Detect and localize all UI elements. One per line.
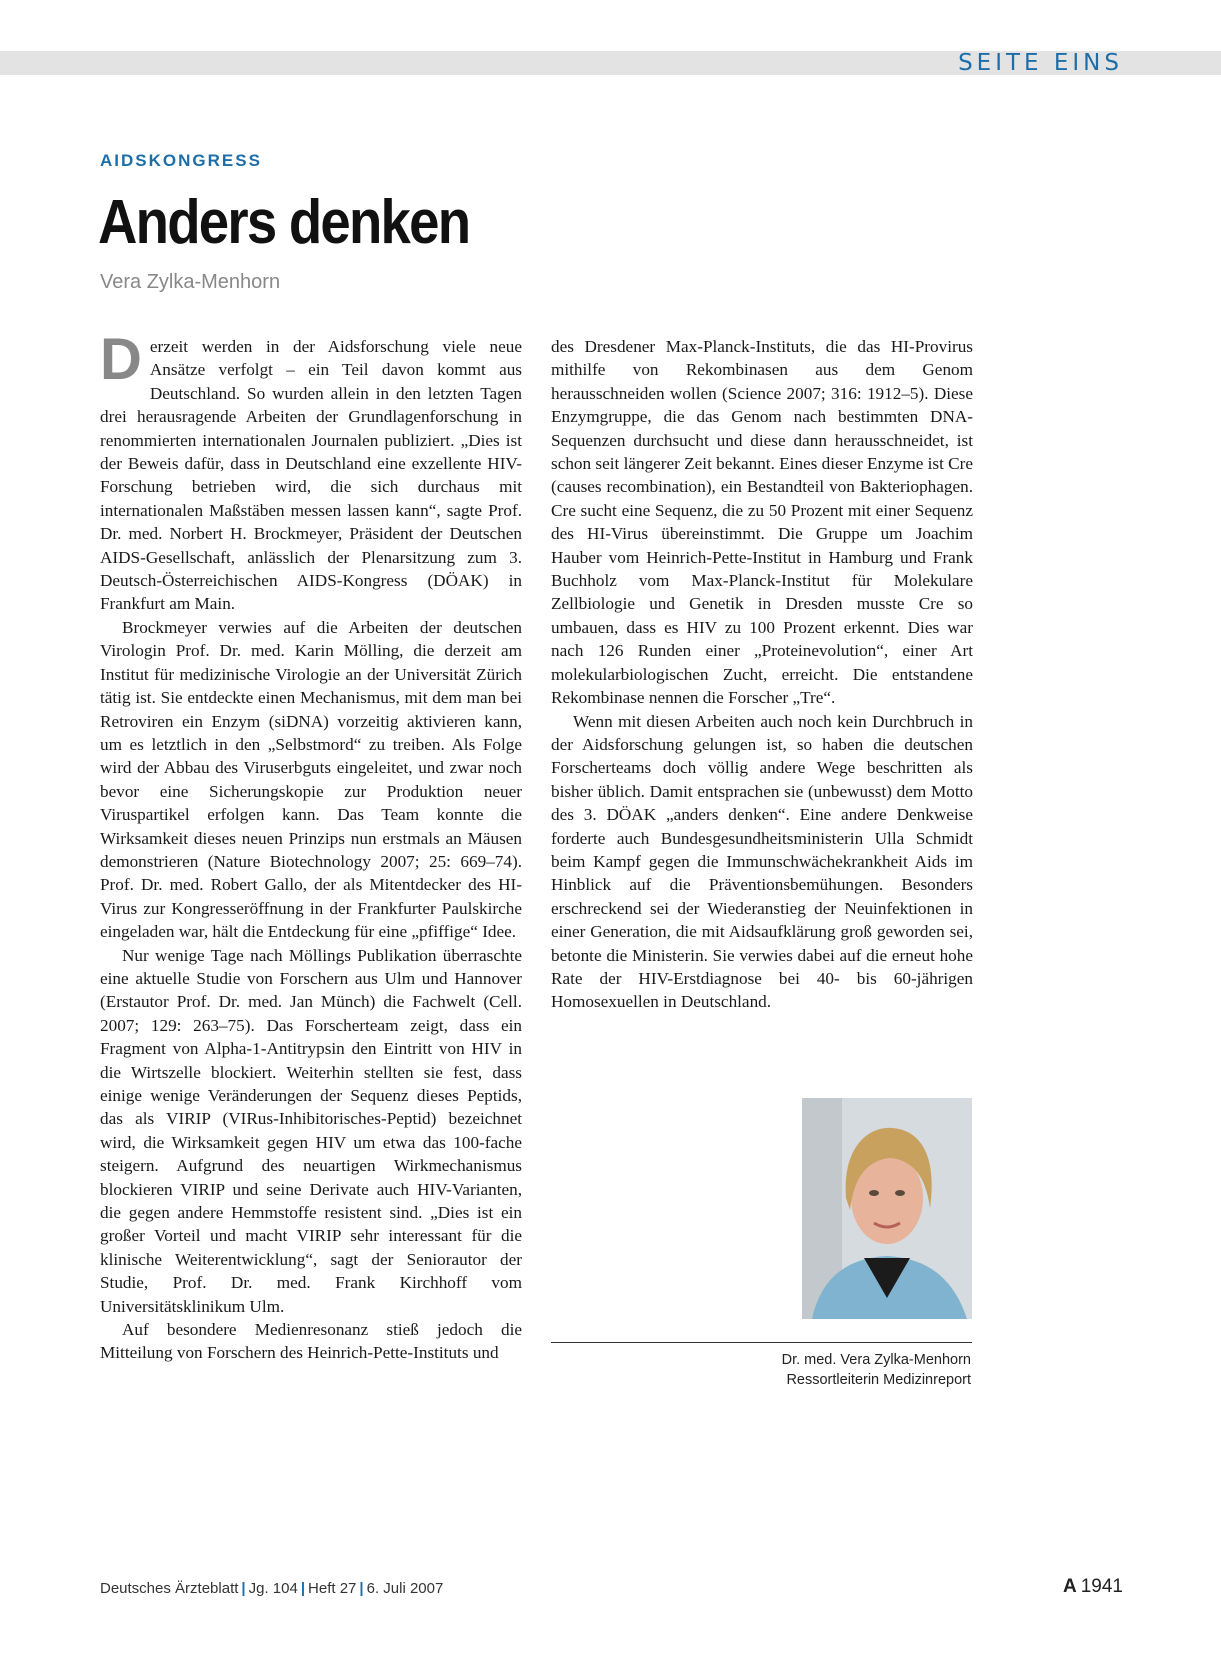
caption-role: Ressortleiterin Medizinreport: [786, 1372, 971, 1388]
caption-divider: [551, 1342, 972, 1343]
paragraph: des Dresdener Max-Planck-Instituts, die das HI-Provirus mithilfe von Rekombinasen aus dem Genom herausschneiden wollen (Science 2007; 316: 1912–5). Diese Enzymgruppe, die das Genom nach bestimmten DNA-Sequenzen durchsucht und diese dann herausschneidet, ist schon seit längerer Zeit bekannt. Eines dieser Enzyme ist Cre (causes recombination), ein Bestandteil von Bakteriophagen. Cre sucht eine Sequenz, die zu 50 Prozent mit einer Sequenz des HI-Virus übereinstimmt. Die Gruppe um Joachim Hauber vom Heinrich-Pette-Institut in Hamburg und Frank Buchholz vom Max-Planck-Institut für Molekulare Zellbiologie und Genetik in Dresden musste Cre so umbauen, dass es HIV zu 100 Prozent erkennt. Dies war nach 126 Runden einer „Proteinevolution“, einer Art molekularbiologischen Zucht, erreicht. Die entstandene Rekombinase nennen die Forscher „Tre“.: [551, 337, 973, 708]
journal-name: Deutsches Ärzteblatt: [100, 1580, 239, 1597]
paragraph: Derzeit werden in der Aidsforschung viele neue Ansätze verfolgt – ein Teil davon kommt aus Deutschland. So wurden allein in den letzten Tagen drei herausragende Arbeiten der Grundlagenforschung in renommierten internationalen Journalen publiziert. „Dies ist der Beweis dafür, dass in Deutschland eine exzellente HIV-Forschung betrieben wird, die sich durchaus mit internationalen Maßstäben messen lassen kann“, sagte Prof. Dr. med. Norbert H. Brockmeyer, Präsident der Deutschen AIDS-Gesellschaft, anlässlich der Plenarsitzung zum 3. Deutsch-Österreichischen AIDS-Kongress (DÖAK) in Frankfurt am Main.: [100, 327, 522, 614]
photo-caption: [782, 1350, 971, 1390]
paragraph: Brockmeyer verwies auf die Arbeiten der deutschen Virologin Prof. Dr. med. Karin Mölling, die derzeit am Institut für medizinische Virologie an der Universität Zürich tätig ist. Sie entdeckte einen Mechanismus, mit dem man bei Retroviren ein Enzym (siDNA) vorzeitig aktivieren kann, um es letztlich in den „Selbstmord“ zu treiben. Als Folge wird der Abbau des Viruserbguts eingeleitet, und zwar noch bevor eine Sicherungskopie zur Produktion neuer Viruspartikel erfolgen kann. Das Team konnte die Wirksamkeit dieses neuen Prinzips nun erstmals an Mäusen demonstrieren (Nature Biotechnology 2007; 25: 669–74). Prof. Dr. med. Robert Gallo, der als Mitentdecker des HI-Virus zur Kongresseröffnung in der Frankfurter Paulskirche eingeladen war, hält die Entdeckung für eine „pfiffige“ Idee.: [100, 617, 522, 942]
footer-citation: Deutsches Ärzteblatt | Jg. 104 | Heft 27 | 6. Juli 2007: [100, 1580, 444, 1597]
journal-volume: Jg. 104: [248, 1580, 298, 1597]
paragraph: Wenn mit diesen Arbeiten auch noch kein Durchbruch in der Aidsforschung gelungen ist, so haben die deutschen Forscherteams doch völlig andere Wege beschritten als bisher üblich. Damit entsprachen sie (unbewusst) dem Motto des 3. DÖAK „anders denken“. Eine andere Denkweise forderte auch Bundesgesundheitsministerin Ulla Schmidt beim Kampf gegen die Immunschwächekrankheit Aids im Hinblick auf die Präventionsbemühungen. Besonders erschreckend sei der Wiederanstieg der Neuinfektionen in einer Generation, die mit Aidsaufklärung groß geworden sei, betonte die Ministerin. Sie verwies dabei auf die erneut hohe Rate der HIV-Erstdiagnose bei 40- bis 60-jährigen Homosexuellen in Deutschland.: [551, 711, 973, 1012]
portrait-image: [802, 1098, 972, 1319]
section-label: SEITE EINS: [958, 50, 1123, 76]
paragraph: Nur wenige Tage nach Möllings Publikation überraschte eine aktuelle Studie von Forschern aus Ulm und Hannover (Erstautor Prof. Dr. med. Jan Münch) die Fachwelt (Cell. 2007; 129: 263–75). Das Forscherteam zeigt, dass ein Fragment von Alpha-1-Antitrypsin den Eintritt von HIV in die Wirtszelle blockiert. Weiterhin stellten sie fest, dass einige wenige Veränderungen der Sequenz dieses Peptids, das als VIRIP (VIRus-Inhibitorisches-Peptid) bezeichnet wird, die Wirksamkeit gegen HIV um etwa das 100-fache steigern. Aufgrund des neuartigen Wirkmechanismus blockieren VIRIP und seine Derivate auch HIV-Varianten, die gegen andere Hemmstoffe resistent sind. „Dies ist ein großer Vorteil und macht VIRIP sehr interessant für die klinische Weiterentwicklung“, sagt der Seniorautor der Studie, Prof. Dr. med. Frank Kirchhoff vom Universitätsklinikum Ulm.: [100, 945, 522, 1316]
caption-name: Dr. med. Vera Zylka-Menhorn: [781, 1352, 971, 1368]
journal-date: 6. Juli 2007: [366, 1580, 444, 1597]
article-title: Anders denken: [98, 188, 470, 257]
article-column-1: [100, 327, 522, 1365]
paragraph: Auf besondere Medienresonanz stieß jedoch die Mitteilung von Forschern des Heinrich-Pette-Instituts und: [100, 1320, 522, 1363]
drop-cap: D: [100, 327, 142, 392]
page-number: A 1941: [1062, 1576, 1123, 1597]
article-kicker: AIDSKONGRESS: [100, 151, 262, 170]
article-author: Vera Zylka-Menhorn: [100, 271, 281, 293]
author-photo: [802, 1098, 972, 1319]
article-column-2: [551, 335, 973, 1014]
journal-issue: Heft 27: [308, 1580, 357, 1597]
